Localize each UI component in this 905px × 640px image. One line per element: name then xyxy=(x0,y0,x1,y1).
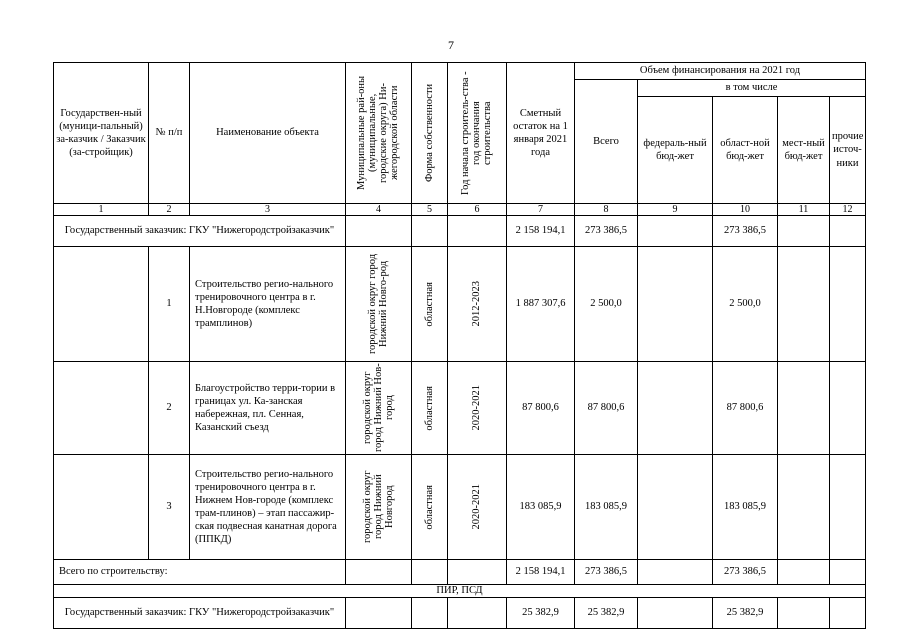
col-number: 5 xyxy=(412,204,448,216)
header-balance: Сметный остаток на 1 января 2021 года xyxy=(507,63,575,204)
object-name: Благоустройство терри-тории в границах ул. Ка-занская набережная, пл. Сенная, Казанский съезд xyxy=(190,362,346,455)
header-ownership xyxy=(412,63,448,204)
header-num: № п/п xyxy=(149,63,190,204)
total-value: 87 800,6 xyxy=(575,362,638,455)
balance-value: 1 887 307,6 xyxy=(507,247,575,362)
balance-value: 2 158 194,1 xyxy=(507,560,575,585)
section-title: ПИР, ПСД xyxy=(54,585,866,598)
col-number: 10 xyxy=(713,204,778,216)
total-value: 273 386,5 xyxy=(575,216,638,247)
financing-table xyxy=(53,62,866,629)
regional-value: 87 800,6 xyxy=(713,362,778,455)
regional-value: 273 386,5 xyxy=(713,560,778,585)
customer-label: Государственный заказчик: ГКУ "Нижегородстройзаказчик" xyxy=(54,216,346,247)
header-federal: федераль-ный бюд-жет xyxy=(638,97,713,204)
col-number: 3 xyxy=(190,204,346,216)
header-funding-title: Объем финансирования на 2021 год xyxy=(575,63,866,80)
object-municipal: городской округ город Нижний Нов-город xyxy=(361,363,395,453)
object-years: 2012-2023 xyxy=(471,281,483,327)
col-number: 8 xyxy=(575,204,638,216)
table-row xyxy=(54,585,866,598)
table-row xyxy=(54,455,866,560)
object-num: 3 xyxy=(149,455,190,560)
object-name: Строительство регио-нального тренировочного центра в г. Н.Новгороде (комплекс трамплинов) xyxy=(190,247,346,362)
object-ownership: областная xyxy=(423,385,435,431)
table-row xyxy=(54,362,866,455)
object-ownership: областная xyxy=(423,281,435,327)
object-num: 1 xyxy=(149,247,190,362)
object-municipal: городской округ город Нижний Новго-род xyxy=(367,253,390,355)
balance-value: 183 085,9 xyxy=(507,455,575,560)
col-number: 2 xyxy=(149,204,190,216)
construction-total-label: Всего по строительству: xyxy=(54,560,346,585)
header-ownership-text: Форма собственности xyxy=(423,83,435,183)
object-years: 2020-2021 xyxy=(471,484,483,530)
customer-label: Государственный заказчик: ГКУ "Нижегородстройзаказчик" xyxy=(54,598,346,629)
object-num: 2 xyxy=(149,362,190,455)
col-number: 1 xyxy=(54,204,149,216)
regional-value: 273 386,5 xyxy=(713,216,778,247)
col-number: 9 xyxy=(638,204,713,216)
header-local: мест-ный бюд-жет xyxy=(778,97,830,204)
regional-value: 183 085,9 xyxy=(713,455,778,560)
total-value: 273 386,5 xyxy=(575,560,638,585)
total-value: 2 500,0 xyxy=(575,247,638,362)
total-value: 25 382,9 xyxy=(575,598,638,629)
col-number: 11 xyxy=(778,204,830,216)
header-including: в том числе xyxy=(638,80,866,97)
object-ownership: областная xyxy=(423,484,435,530)
regional-value: 2 500,0 xyxy=(713,247,778,362)
header-municipal-text: Муниципальные рай-оны (муниципальные, городские округа) Ни-жегородской области xyxy=(356,75,401,191)
object-years: 2020-2021 xyxy=(471,385,483,431)
regional-value: 25 382,9 xyxy=(713,598,778,629)
balance-value: 87 800,6 xyxy=(507,362,575,455)
table-row xyxy=(54,560,866,585)
header-regional: област-ной бюд-жет xyxy=(713,97,778,204)
col-number: 4 xyxy=(346,204,412,216)
balance-value: 2 158 194,1 xyxy=(507,216,575,247)
object-municipal: городской округ город Нижний Новгород xyxy=(361,470,395,544)
header-other: прочие источ-ники xyxy=(830,97,866,204)
table-row xyxy=(54,247,866,362)
table-row xyxy=(54,598,866,629)
table-row xyxy=(54,216,866,247)
col-number: 7 xyxy=(507,204,575,216)
col-number: 6 xyxy=(448,204,507,216)
header-municipal xyxy=(346,63,412,204)
header-total: Всего xyxy=(575,80,638,204)
page-number: 7 xyxy=(448,38,454,52)
object-name: Строительство регио-нального тренировочного центра в г. Нижнем Нов-городе (комплекс трам-плинов) – этап пассажир-ская подвесная канатная дорога (ППКД) xyxy=(190,455,346,560)
header-customer: Государствен-ный (муници-пальный) за-казчик / Заказчик (за-стройщик) xyxy=(54,63,149,204)
total-value: 183 085,9 xyxy=(575,455,638,560)
header-years xyxy=(448,63,507,204)
balance-value: 25 382,9 xyxy=(507,598,575,629)
col-number: 12 xyxy=(830,204,866,216)
header-object-name: Наименование объекта xyxy=(190,63,346,204)
header-years-text: Год начала строитель-ства - год окончания строительства xyxy=(460,71,494,195)
